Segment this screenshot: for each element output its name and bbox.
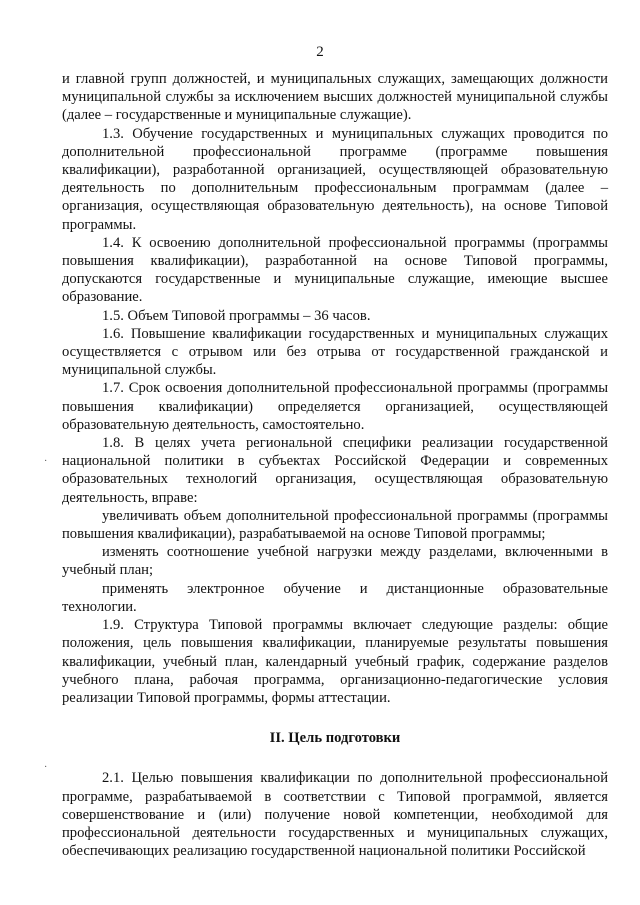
scan-mark: ·: [44, 456, 48, 467]
paragraph-1-7: 1.7. Срок освоения дополнительной профессиональной программы (программы повышения квалификации) определяется организацией, осуществляющей образовательную деятельность, самостоятельно.: [62, 380, 608, 433]
page-number: 2: [316, 44, 324, 60]
scan-mark: ·: [44, 762, 48, 773]
paragraph-1-8: 1.8. В целях учета региональной специфики реализации государственной национальной политики в субъектах Российской Федерации и современных образовательных технологий организация, осуществляющая образовательную деятельность, вправе:: [62, 435, 608, 506]
document-body: [62, 70, 608, 860]
paragraph-1-8-item-2: изменять соотношение учебной нагрузки между разделами, включенными в учебный план;: [62, 544, 608, 579]
paragraph-1-8-item-3: применять электронное обучение и дистанционные образовательные технологии.: [62, 580, 608, 615]
paragraph-continuation: и главной групп должностей, и муниципальных служащих, замещающих должности муниципальной службы за исключением высших должностей муниципальной службы (далее – государственные и муниципальные служащие).: [62, 71, 608, 124]
paragraph-1-8-item-1: увеличивать объем дополнительной профессиональной программы (программы повышения квалификации), разрабатываемой на основе Типовой программы;: [62, 507, 608, 543]
paragraph-1-3: 1.3. Обучение государственных и муниципальных служащих проводится по дополнительной профессиональной программе (программе повышения квалификации), разработанной организацией, осуществляющей образовательную деятельность по дополнительным профессиональным программам (далее – организация, осуществляющая образовательную деятельность), на основе Типовой программы.: [62, 125, 608, 233]
paragraph-1-6: 1.6. Повышение квалификации государственных и муниципальных служащих осуществляется с отрывом или без отрыва от государственной гражданской и муниципальной службы.: [62, 325, 608, 379]
section-heading: II. Цель подготовки: [269, 730, 401, 747]
paragraph-1-4: 1.4. К освоению дополнительной профессиональной программы (программы повышения квалификации), разработанной на основе Типовой программы, допускаются государственные и муниципальные служащие, имеющие высшее образование.: [62, 234, 608, 306]
paragraph-1-9: 1.9. Структура Типовой программы включает следующие разделы: общие положения, цель повышения квалификации, планируемые результаты повышения квалификации, учебный план, календарный учебный график, содержание разделов учебного плана, рабочая программа, организационно-педагогические условия реализации Типовой программы, формы аттестации.: [62, 617, 608, 706]
paragraph-1-5: 1.5. Объем Типовой программы – 36 часов.: [102, 307, 371, 324]
paragraph-2-1: 2.1. Целью повышения квалификации по дополнительной профессиональной программе, разрабатываемой в соответствии с Типовой программой, является совершенствование и (или) получение новой компетенции, необходимой для профессиональной деятельности государственных и муниципальных служащих, обеспечивающих реализацию государственной национальной политики Российской: [62, 770, 608, 860]
